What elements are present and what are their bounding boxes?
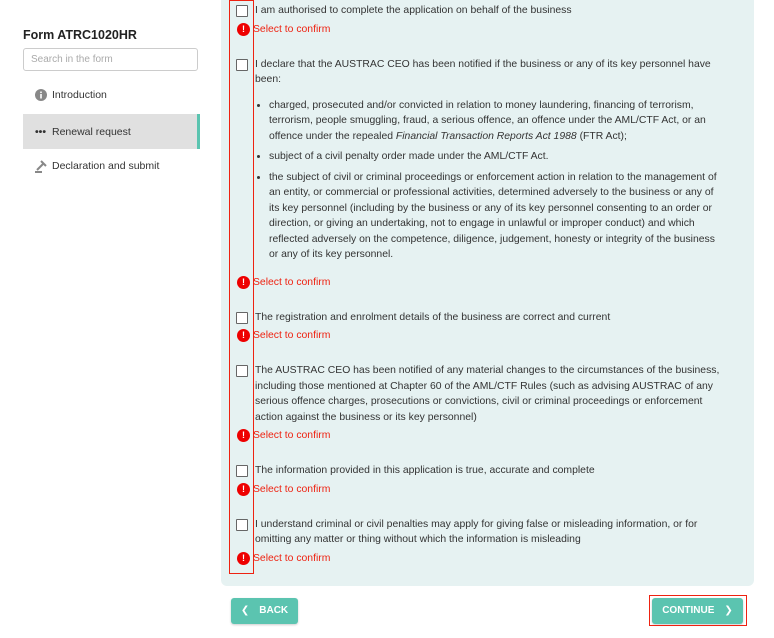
chevron-left-icon: ❮	[240, 605, 250, 616]
sidebar-item-label: Introduction	[52, 88, 107, 101]
declaration-text	[255, 57, 726, 263]
error-message: ! Select to confirm	[237, 482, 754, 497]
declaration-panel	[221, 0, 754, 586]
declaration-text: I am authorised to complete the application on behalf of the business	[255, 5, 572, 16]
error-message: ! Select to confirm	[237, 22, 754, 37]
sidebar-item-label: Renewal request	[52, 125, 131, 138]
error-icon: !	[237, 552, 250, 565]
declaration-text: The information provided in this application is true, accurate and complete	[255, 465, 595, 476]
error-icon: !	[237, 483, 250, 496]
declaration-registration-details	[221, 310, 754, 344]
error-message: ! Select to confirm	[237, 328, 754, 343]
info-icon	[34, 89, 47, 101]
declaration-text: I understand criminal or civil penalties may apply for giving false or misleading information, or for omitting any matter or thing without which the information is misleading	[255, 518, 698, 545]
declaration-material-changes	[221, 363, 754, 443]
checkbox-registration-details[interactable]	[236, 312, 248, 324]
sidebar-item-label: Declaration and submit	[52, 159, 160, 172]
bullet-item: • charged, prosecuted and/or convicted in relation to money laundering, financing of terrorism, terrorism, people smuggling, fraud, a serious offence, an offence under the AML/CTF Act, or an offence under the repealed Financial Transaction Reports Act 1988 (FTR Act);	[269, 98, 726, 145]
checkbox-information-true[interactable]	[236, 465, 248, 477]
error-icon: !	[237, 329, 250, 342]
declaration-bullets	[255, 98, 726, 263]
error-icon: !	[237, 23, 250, 36]
checkbox-authorised[interactable]	[236, 5, 248, 17]
checkbox-ceo-notified[interactable]	[236, 59, 248, 71]
declaration-ceo-notified	[221, 57, 754, 290]
search-input[interactable]	[23, 48, 198, 71]
ellipsis-icon: •••	[34, 125, 47, 138]
declaration-list	[221, 3, 754, 566]
declaration-penalties	[221, 517, 754, 566]
declaration-lead: I declare that the AUSTRAC CEO has been notified if the business or any of its key personnel have been:	[255, 58, 711, 85]
form-title: Form ATRC1020HR	[23, 28, 137, 42]
back-button[interactable]: ❮ BACK	[231, 598, 298, 624]
declaration-text: The registration and enrolment details of the business are correct and current	[255, 311, 611, 323]
checkbox-penalties[interactable]	[236, 519, 248, 531]
error-message: ! Select to confirm	[237, 428, 754, 443]
continue-button[interactable]: CONTINUE ❯	[652, 598, 743, 624]
sidebar-item-introduction[interactable]	[23, 77, 200, 112]
sidebar-item-declaration-and-submit[interactable]	[23, 148, 200, 183]
error-message: ! Select to confirm	[237, 551, 754, 566]
declaration-information-true	[221, 463, 754, 497]
form-actions	[221, 598, 754, 638]
error-message: ! Select to confirm	[237, 275, 754, 290]
error-icon: !	[237, 276, 250, 289]
gavel-icon	[34, 159, 47, 173]
checkbox-material-changes[interactable]	[236, 365, 248, 377]
declaration-authorised	[221, 3, 754, 37]
error-icon: !	[237, 429, 250, 442]
bullet-item: • subject of a civil penalty order made under the AML/CTF Act.	[269, 149, 726, 165]
bullet-item: • the subject of civil or criminal proceedings or enforcement action in relation to the management of an entity, or commercial or professional activities, determined adversely to the business or any of its key personnel (including by the business or any of its key personnel consenting to an order or direction, or giving an undertaking, not to engage in unlawful or improper conduct) and which reflected adversely on the competence, diligence, judgement, honesty or integrity of the business or any of its key personnel.	[269, 170, 726, 263]
declaration-text: The AUSTRAC CEO has been notified of any material changes to the circumstances of the business, including those mentioned at Chapter 60 of the AML/CTF Rules (such as advising AUSTRAC of any serious offence charges, prosecutions or convictions, civil or criminal proceedings or enforcement action against the business or its key personnel)	[255, 365, 720, 423]
chevron-right-icon: ❯	[724, 605, 733, 616]
sidebar-item-renewal-request[interactable]	[23, 114, 200, 149]
main-content	[221, 0, 754, 638]
